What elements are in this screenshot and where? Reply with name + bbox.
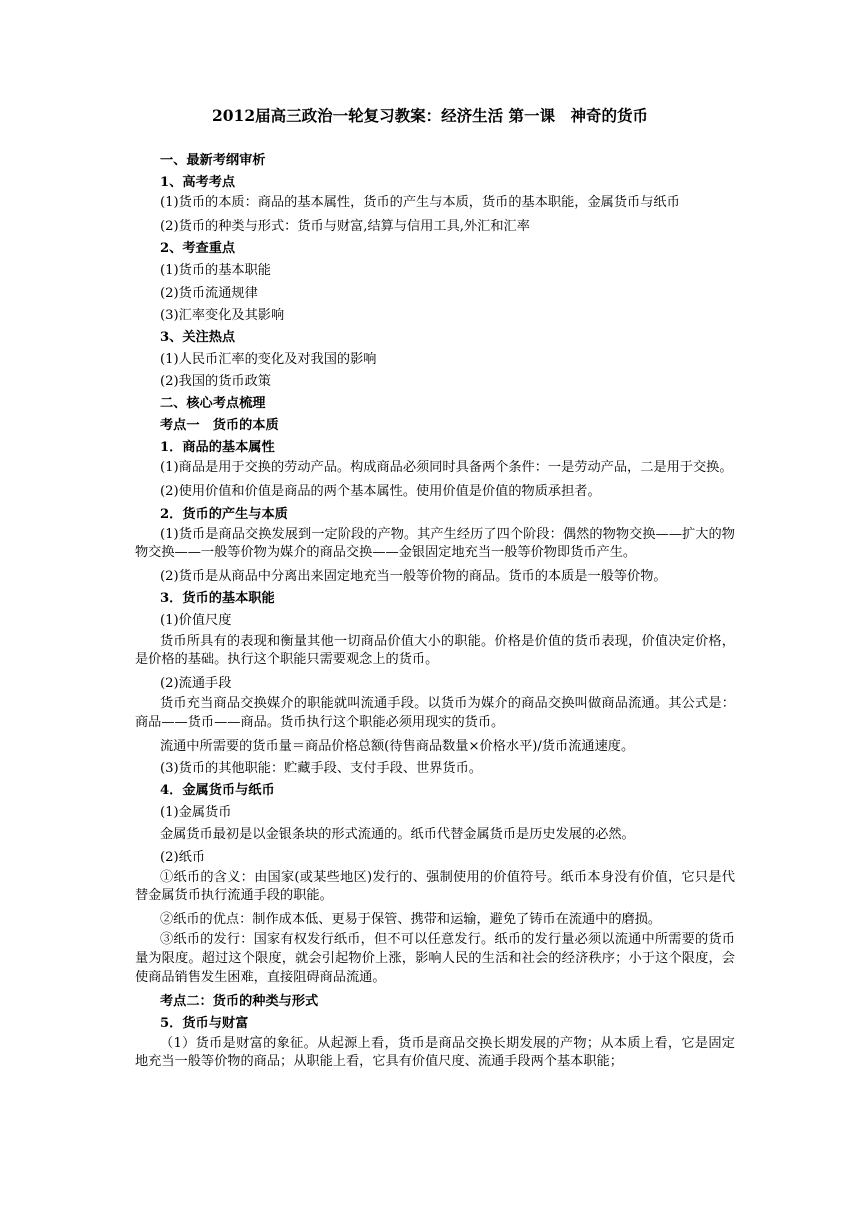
paragraph-line: (2)流通手段 xyxy=(160,676,232,692)
paragraph-line: (1)金属货币 xyxy=(160,805,232,821)
paragraph-line: (1)货币的基本职能 xyxy=(160,263,271,279)
section-heading: 一、最新考纲审析 xyxy=(160,153,266,168)
paragraph-line: (1)价值尺度 xyxy=(160,613,232,629)
paragraph-line: (3)汇率变化及其影响 xyxy=(160,307,285,323)
document-title: 2012届高三政治一轮复习教案：经济生活 第一课 神奇的货币 xyxy=(211,106,649,125)
paragraph-line: (1)货币是商品交换发展到一定阶段的产物。其产生经历了四个阶段：偶然的物物交换——扩大的物物交换——一般等价物为媒介的商品交换——金银固定地充当一般等价物即货币产生。 xyxy=(135,526,735,561)
paragraph-line: ③纸币的发行：国家有权发行纸币，但不可以任意发行。纸币的发行量必须以流通中所需要的货币量为限度。超过这个限度，就会引起物价上涨，影响人民的生活和社会的经济秩序；小于这个限度，会使商品销售发生困难，直接阻碍商品流通。 xyxy=(135,932,735,985)
paragraph-line: 流通中所需要的货币量＝商品价格总额(待售商品数量×价格水平)/货币流通速度。 xyxy=(160,739,635,755)
section-heading: 1．商品的基本属性 xyxy=(160,440,275,456)
section-heading: 2、考查重点 xyxy=(160,241,236,257)
paragraph-line: (2)货币流通规律 xyxy=(160,285,258,301)
section-heading: 考点一 货币的本质 xyxy=(160,418,279,434)
paragraph-line: (2)货币的种类与形式：货币与财富,结算与信用工具,外汇和汇率 xyxy=(160,219,530,235)
paragraph-line: (1)人民币汇率的变化及对我国的影响 xyxy=(160,351,377,367)
paragraph-line: (1)货币的本质：商品的基本属性，货币的产生与本质，货币的基本职能，金属货币与纸币 xyxy=(160,195,680,211)
paragraph-line: ①纸币的含义：由国家(或某些地区)发行的、强制使用的价值符号。纸币本身没有价值，它只是代替金属货币执行流通手段的职能。 xyxy=(135,869,735,904)
paragraph-line: （1）货币是财富的象征。从起源上看，货币是商品交换长期发展的产物；从本质上看，它是固定地充当一般等价物的商品；从职能上看，它具有价值尺度、流通手段两个基本职能； xyxy=(135,1035,735,1070)
section-heading: 3、关注热点 xyxy=(160,329,236,345)
paragraph-line: ②纸币的优点：制作成本低、更易于保管、携带和运输，避免了铸币在流通中的磨损。 xyxy=(160,912,662,928)
section-heading: 4．金属货币与纸币 xyxy=(160,783,275,799)
document-body xyxy=(135,150,735,1076)
paragraph-line: (2)使用价值和价值是商品的两个基本属性。使用价值是价值的物质承担者。 xyxy=(160,484,601,500)
section-heading: 1、高考考点 xyxy=(160,175,236,191)
paragraph-line: 货币充当商品交换媒介的职能就叫流通手段。以货币为媒介的商品交换叫做商品流通。其公式是：商品——货币——商品。货币执行这个职能必须用现实的货币。 xyxy=(135,696,735,730)
paragraph-line: 货币所具有的表现和衡量其他一切商品价值大小的职能。价格是价值的货币表现，价值决定价格，是价格的基础。执行这个职能只需要观念上的货币。 xyxy=(135,633,735,668)
paragraph-line: (1)商品是用于交换的劳动产品。构成商品必须同时具备两个条件：一是劳动产品，二是用于交换。 xyxy=(160,460,733,476)
paragraph-line: 金属货币最初是以金银条块的形式流通的。纸币代替金属货币是历史发展的必然。 xyxy=(160,827,635,843)
section-heading: 5．货币与财富 xyxy=(160,1015,249,1031)
section-heading: 二、核心考点梳理 xyxy=(160,396,266,412)
section-heading: 2．货币的产生与本质 xyxy=(160,506,288,522)
section-heading: 3．货币的基本职能 xyxy=(160,591,275,607)
paragraph-line: (3)货币的其他职能：贮藏手段、支付手段、世界货币。 xyxy=(160,761,482,777)
paragraph-line: (2)我国的货币政策 xyxy=(160,373,271,389)
paragraph-line: (2)货币是从商品中分离出来固定地充当一般等价物的商品。货币的本质是一般等价物。 xyxy=(160,569,667,585)
paragraph-line: (2)纸币 xyxy=(160,849,206,865)
section-heading: 考点二：货币的种类与形式 xyxy=(160,993,319,1009)
